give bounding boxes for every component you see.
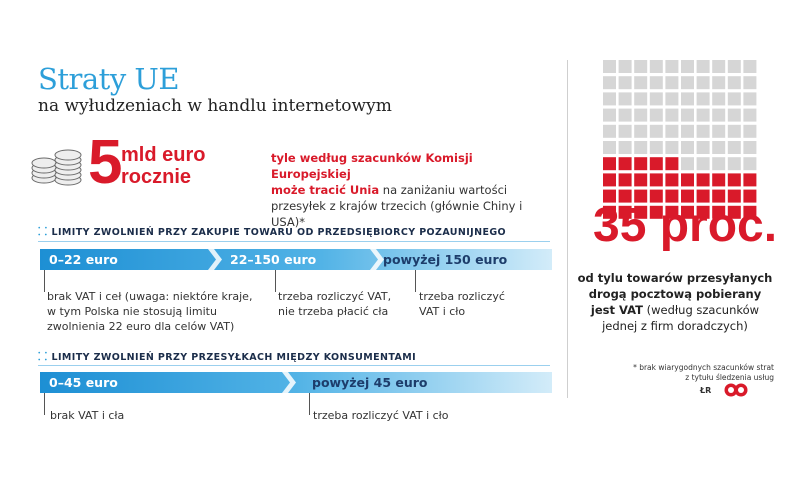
section1-note3 — [419, 289, 505, 319]
grid-square-highlighted — [634, 173, 647, 186]
grid-square — [743, 125, 756, 138]
headline-description — [271, 150, 556, 230]
section2-note2: trzeba rozliczyć VAT i cło — [313, 409, 449, 422]
grid-square — [603, 76, 616, 89]
grid-square — [697, 109, 710, 122]
section2-tick1 — [44, 393, 45, 415]
section1-marker-icon: ⸬ — [38, 225, 48, 238]
grid-square — [697, 125, 710, 138]
grid-square — [665, 141, 678, 154]
section1-note2-line2: nie trzeba płacić cła — [278, 305, 389, 318]
grid-square — [743, 141, 756, 154]
grid-square — [665, 109, 678, 122]
stat-description — [575, 270, 775, 334]
grid-square-highlighted — [681, 173, 694, 186]
grid-square — [681, 141, 694, 154]
section1-note1-line1: brak VAT i ceł (uwaga: niektóre kraje, — [47, 290, 253, 303]
section2-note1: brak VAT i cła — [50, 409, 125, 422]
grid-square — [712, 76, 725, 89]
stat-desc-line1: od tylu towarów przesyłanych — [577, 271, 773, 285]
grid-square — [681, 60, 694, 73]
grid-square — [619, 92, 632, 105]
percent-grid — [603, 60, 759, 222]
grid-square — [619, 60, 632, 73]
grid-square — [619, 125, 632, 138]
stat-desc-line2: drogą pocztową pobierany — [588, 287, 762, 301]
section2-heading — [38, 349, 416, 364]
grid-square — [681, 125, 694, 138]
footnote-line2: z tytułu śledzenia usług — [685, 373, 774, 382]
grid-square-highlighted — [743, 173, 756, 186]
grid-square — [603, 125, 616, 138]
grid-square — [650, 60, 663, 73]
grid-square — [697, 141, 710, 154]
grid-square-highlighted — [603, 173, 616, 186]
section1-heading — [38, 224, 506, 239]
grid-square — [634, 60, 647, 73]
grid-square — [650, 125, 663, 138]
headline-number: 5 — [88, 128, 123, 197]
brand-initials: ŁR — [700, 386, 712, 395]
grid-square — [728, 157, 741, 170]
grid-square — [681, 157, 694, 170]
section1-divider — [38, 241, 550, 242]
grid-square — [650, 109, 663, 122]
grid-square-highlighted — [728, 173, 741, 186]
grid-square — [681, 109, 694, 122]
grid-square — [712, 92, 725, 105]
grid-square-highlighted — [634, 157, 647, 170]
grid-square — [728, 109, 741, 122]
grid-square — [619, 141, 632, 154]
grid-square — [681, 92, 694, 105]
section1-heading-text: LIMITY ZWOLNIEŃ PRZY ZAKUPIE TOWARU OD PRZEDSIĘBIORCY POZAUNIJNEGO — [51, 227, 507, 238]
headline-desc-line1 — [271, 150, 556, 182]
grid-square — [619, 76, 632, 89]
grid-square — [728, 76, 741, 89]
footnote-line1: * brak wiarygodnych szacunków strat — [633, 363, 774, 372]
grid-square-highlighted — [619, 173, 632, 186]
grid-square — [712, 125, 725, 138]
grid-square — [603, 60, 616, 73]
stat-desc-normal1: (według szacunków — [642, 303, 760, 317]
section2-divider — [38, 365, 550, 366]
grid-square — [728, 60, 741, 73]
stat-desc-bold3: jest VAT — [590, 303, 643, 317]
headline-desc-normal1: na zaniżaniu wartości — [379, 183, 508, 197]
grid-square — [650, 76, 663, 89]
grid-square-highlighted — [650, 173, 663, 186]
grid-square — [634, 76, 647, 89]
footnote — [574, 363, 774, 383]
headline-unit-line1: mld euro — [121, 144, 206, 166]
grid-square — [650, 92, 663, 105]
section2-tick2 — [309, 393, 310, 415]
grid-square — [743, 92, 756, 105]
grid-square — [743, 76, 756, 89]
infographic-subtitle: na wyłudzeniach w handlu internetowym — [38, 96, 392, 116]
section1-segment3-label: powyżej 150 euro — [383, 252, 508, 267]
section1-tick3 — [415, 270, 416, 292]
stat-desc-line3 — [575, 302, 775, 318]
grid-square-highlighted — [619, 157, 632, 170]
grid-square — [681, 76, 694, 89]
section2-segment1-label: 0–45 euro — [49, 375, 118, 390]
grid-square — [743, 109, 756, 122]
grid-square — [697, 60, 710, 73]
grid-square-highlighted — [665, 173, 678, 186]
section1-segment2-label: 22–150 euro — [230, 252, 317, 267]
grid-square — [712, 141, 725, 154]
grid-square — [697, 76, 710, 89]
grid-square-highlighted — [650, 157, 663, 170]
grid-square — [603, 92, 616, 105]
section2-marker-icon: ⸬ — [38, 350, 48, 363]
grid-square — [619, 109, 632, 122]
grid-square-highlighted — [603, 157, 616, 170]
grid-square — [665, 125, 678, 138]
grid-square — [634, 125, 647, 138]
grid-square — [634, 92, 647, 105]
grid-square — [634, 141, 647, 154]
section2-segment2-label: powyżej 45 euro — [312, 375, 428, 390]
headline-desc-red1: tyle według szacunków Komisji Europejskiej — [271, 151, 473, 181]
headline-unit — [121, 144, 205, 188]
headline-desc-line2 — [271, 182, 556, 198]
infographic-title: Straty UE — [38, 62, 180, 96]
grid-square-highlighted — [712, 173, 725, 186]
grid-square — [603, 141, 616, 154]
grid-square — [712, 60, 725, 73]
section1-note1 — [47, 289, 252, 334]
section1-note3-line2: VAT i cło — [419, 305, 466, 318]
section1-note2 — [278, 289, 391, 319]
stat-desc-line4: jednej z firm doradczych) — [602, 319, 748, 333]
grid-square-highlighted — [665, 157, 678, 170]
section1-tick2 — [275, 270, 276, 292]
grid-square — [728, 141, 741, 154]
section1-note1-line3: zwolnienia 22 euro dla celów VAT) — [47, 320, 235, 333]
grid-square — [728, 125, 741, 138]
publisher-logo-icon — [724, 382, 748, 398]
section1-note2-line1: trzeba rozliczyć VAT, — [278, 290, 392, 303]
grid-square — [712, 109, 725, 122]
headline-desc-red2: może tracić Unia — [271, 183, 380, 197]
coin-stack-icon — [30, 142, 84, 188]
grid-square — [665, 92, 678, 105]
grid-square — [665, 76, 678, 89]
grid-square — [728, 92, 741, 105]
section1-segment1-label: 0–22 euro — [49, 252, 118, 267]
grid-square — [712, 157, 725, 170]
grid-square-highlighted — [697, 173, 710, 186]
section2-heading-text: LIMITY ZWOLNIEŃ PRZY PRZESYŁKACH MIĘDZY KONSUMENTAMI — [51, 352, 417, 363]
grid-square — [743, 157, 756, 170]
grid-square — [743, 60, 756, 73]
grid-square — [603, 109, 616, 122]
section1-note3-line1: trzeba rozliczyć — [419, 290, 505, 303]
column-divider — [567, 60, 568, 398]
headline-unit-line2: rocznie — [121, 166, 192, 188]
grid-square — [650, 141, 663, 154]
section1-tick1 — [44, 270, 45, 292]
stat-value: 35 proc. — [593, 199, 778, 252]
grid-square — [634, 109, 647, 122]
grid-square — [697, 92, 710, 105]
headline-desc-line3: przesyłek z krajów trzecich (głównie Chiny i USA)* — [271, 199, 523, 229]
grid-square — [665, 60, 678, 73]
grid-square — [697, 157, 710, 170]
section1-note1-line2: w tym Polska nie stosują limitu — [47, 305, 217, 318]
